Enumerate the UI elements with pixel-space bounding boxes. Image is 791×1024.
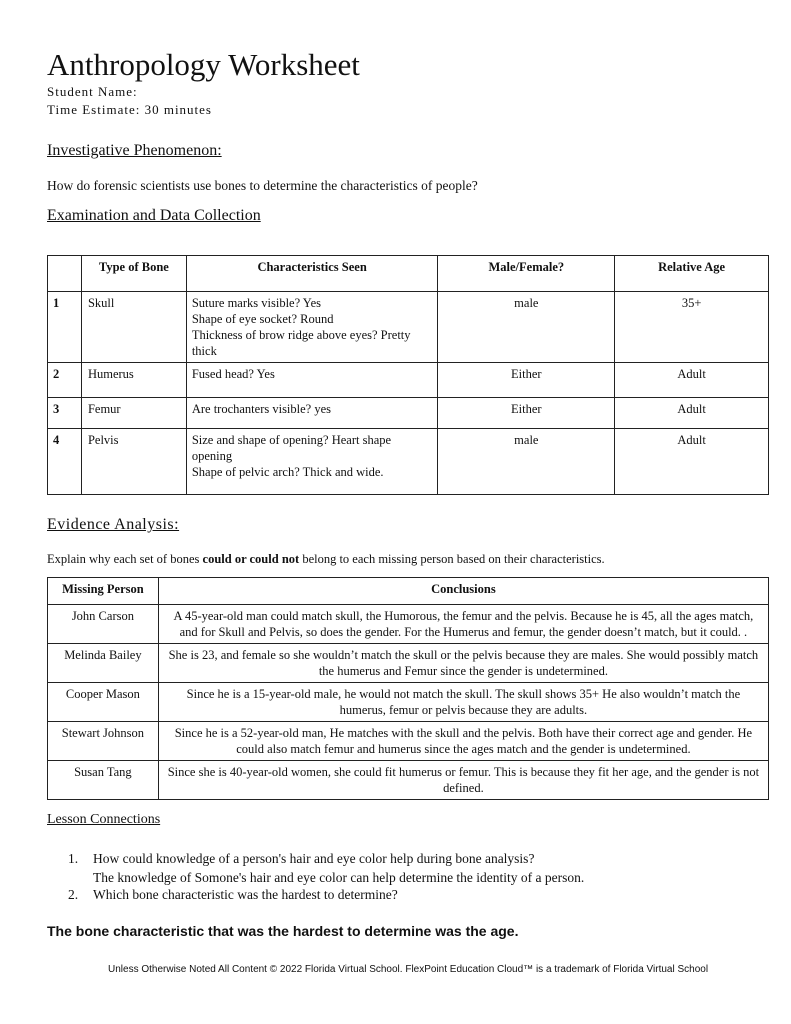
bone-age: Adult <box>615 398 769 429</box>
bone-characteristics: Suture marks visible? Yes Shape of eye socket? Round Thickness of brow ridge above eyes? Pretty thick <box>186 292 438 363</box>
conclusion-text: Since he is a 52-year-old man, He matches with the skull and the pelvis. Both have their correct age and gender. He could also match femur and humerus since the ages match and the gender is undetermined. <box>158 722 768 761</box>
final-answer: The bone characteristic that was the hardest to determine was the age. <box>47 923 519 939</box>
table-row <box>48 761 769 800</box>
bone-characteristics: Are trochanters visible? yes <box>186 398 438 429</box>
missing-person-name: Stewart Johnson <box>48 722 159 761</box>
evidence-heading: Evidence Analysis: <box>47 516 180 533</box>
lesson-connections-heading: Lesson Connections <box>47 812 161 827</box>
page-title: Anthropology Worksheet <box>47 47 360 82</box>
missing-person-name: Cooper Mason <box>48 683 159 722</box>
column-header <box>48 256 82 292</box>
student-name-label: Student Name: <box>47 84 138 99</box>
column-header: Type of Bone <box>81 256 186 292</box>
table-row <box>48 398 769 429</box>
bone-data-table <box>47 255 769 495</box>
column-header: Male/Female? <box>438 256 615 292</box>
bone-sex: male <box>438 292 615 363</box>
question-number: 1. <box>68 851 79 866</box>
table-row <box>48 683 769 722</box>
table-row <box>48 292 769 363</box>
table-row <box>48 644 769 683</box>
examination-heading: Examination and Data Collection <box>47 207 261 224</box>
bone-type: Humerus <box>81 363 186 398</box>
missing-person-name: Susan Tang <box>48 761 159 800</box>
question-number: 2. <box>68 887 79 902</box>
row-number: 3 <box>48 398 82 429</box>
time-estimate: Time Estimate: 30 minutes <box>47 102 212 117</box>
table-header-row <box>48 256 769 292</box>
instruction-text: belong to each missing person based on their characteristics. <box>299 552 605 566</box>
column-header: Relative Age <box>615 256 769 292</box>
table-row <box>48 722 769 761</box>
table-header-row <box>48 578 769 605</box>
conclusion-text: She is 23, and female so she wouldn’t match the skull or the pelvis because they are males. She would possibly match the humerus and Femur since the gender is undetermined. <box>158 644 768 683</box>
bone-characteristics: Fused head? Yes <box>186 363 438 398</box>
phenomenon-heading: Investigative Phenomenon: <box>47 142 222 159</box>
conclusion-text: Since he is a 15-year-old male, he would not match the skull. The skull shows 35+ He also wouldn’t match the humerus, femur or pelvis because they are adults. <box>158 683 768 722</box>
conclusion-text: A 45-year-old man could match skull, the Humorous, the femur and the pelvis. Because he is 45, all the ages match, and for Skull and Pelvis, so does the gender. For the Humerus and femur, the gender doesn’t match, but it could. . <box>158 605 768 644</box>
instruction-emphasis: could or could not <box>202 552 300 566</box>
bone-sex: male <box>438 429 615 495</box>
bone-type: Femur <box>81 398 186 429</box>
conclusion-text: Since she is 40-year-old women, she could fit humerus or femur. This is because they fit her age, and the gender is not defined. <box>158 761 768 800</box>
list-item <box>68 850 534 868</box>
instruction-text: Explain why each set of bones <box>47 552 203 566</box>
bone-age: 35+ <box>615 292 769 363</box>
bone-age: Adult <box>615 429 769 495</box>
copyright-footer: Unless Otherwise Noted All Content © 2022 Florida Virtual School. FlexPoint Education Cloud™ is a trademark of Florida Virtual School <box>108 964 709 975</box>
bone-type: Skull <box>81 292 186 363</box>
row-number: 4 <box>48 429 82 495</box>
phenomenon-question: How do forensic scientists use bones to determine the characteristics of people? <box>47 178 478 193</box>
missing-person-name: John Carson <box>48 605 159 644</box>
list-item <box>68 886 534 904</box>
table-row <box>48 363 769 398</box>
table-row <box>48 605 769 644</box>
bone-sex: Either <box>438 398 615 429</box>
answer-text: The knowledge of Somone's hair and eye color can help determine the identity of a person. <box>93 870 585 885</box>
bone-age: Adult <box>615 363 769 398</box>
row-number: 2 <box>48 363 82 398</box>
evidence-instruction <box>47 552 605 567</box>
column-header: Conclusions <box>158 578 768 605</box>
column-header: Missing Person <box>48 578 159 605</box>
question-text: How could knowledge of a person's hair and eye color help during bone analysis? <box>93 851 535 866</box>
bone-characteristics: Size and shape of opening? Heart shape opening Shape of pelvic arch? Thick and wide. <box>186 429 438 495</box>
row-number: 1 <box>48 292 82 363</box>
bone-sex: Either <box>438 363 615 398</box>
missing-person-name: Melinda Bailey <box>48 644 159 683</box>
question-text: Which bone characteristic was the hardest to determine? <box>93 887 398 902</box>
missing-person-table <box>47 577 769 800</box>
table-row <box>48 429 769 495</box>
column-header: Characteristics Seen <box>186 256 438 292</box>
bone-type: Pelvis <box>81 429 186 495</box>
